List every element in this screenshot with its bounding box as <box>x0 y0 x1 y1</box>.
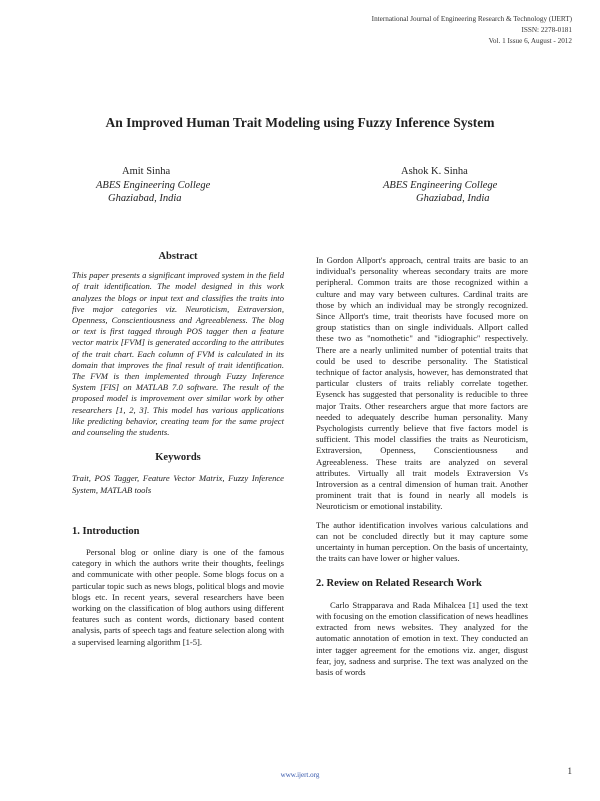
author-affiliation: ABES Engineering College <box>383 179 498 191</box>
uncertainty-paragraph: The author identification involves various calculations and can not be concluded directly but it may capture some uncertainty in human perception. On the basis of uncertainty, the traits can have lower or higher values. <box>316 519 528 564</box>
footer-url: www.ijert.org <box>280 771 320 779</box>
author-block-1 <box>96 165 210 206</box>
keywords-text: Trait, POS Tagger, Feature Vector Matrix, Fuzzy Inference System, MATLAB tools <box>72 473 284 495</box>
keywords-heading: Keywords <box>155 452 201 464</box>
introduction-text: Personal blog or online diary is one of the famous category in which the authors write their thoughts, feelings and communicate with other people. Some blogs focus on a particular topic such as news blogs, political blogs and movie blogs etc. In recent years, several researchers have been working on the classification of blog authors using different features such as content words, dictionary based content analysis, parts of speech tags and feature selection along with a supervised learning algorithm [1-5]. <box>72 547 284 647</box>
author-location: Ghaziabad, India <box>416 193 490 204</box>
journal-issn: ISSN: 2278-0181 <box>521 26 572 34</box>
author-affiliation: ABES Engineering College <box>96 179 211 191</box>
abstract-text: This paper presents a significant improved system in the field of trait identification. The model designed in this work analyzes the blogs or input text and classifies the traits into five major categories viz. Neuroticism, Extraversion, Openness, Conscientiousness and Agreeableness. The blog or text is first tagged through POS tagger then a feature vector matrix [FVM] is generated according to the attributes of the trait chart. Each column of FVM is calculated in its domain that improves the final result of trait identification. The FVM is then implemented through Fuzzy Inference System [FIS] on MATLAB 7.0 software. The result of the proposed model is improvement over similar work by other researchers [1, 2, 3]. This model has various applications like predicting behavior, creating team for the same project and counseling the students. <box>72 270 284 438</box>
author-block-2 <box>383 165 497 206</box>
author-name: Ashok K. Sinha <box>401 166 468 177</box>
paper-title: An Improved Human Trait Modeling using Fuzzy Inference System <box>105 115 495 130</box>
author-location: Ghaziabad, India <box>108 193 182 204</box>
abstract-heading: Abstract <box>158 251 198 262</box>
journal-volume: Vol. 1 Issue 6, August - 2012 <box>488 37 572 45</box>
journal-name: International Journal of Engineering Research & Technology (IJERT) <box>371 15 572 23</box>
related-work-text: Carlo Strapparava and Rada Mihalcea [1] used the text with focusing on the emotion classification of news headlines extracted from news websites. They analyzed for the automatic annotation of emotion in text. They conducted an inter tagger agreement for the emotions viz. anger, disgust fear, joy, sadness and surprise. The text was analyzed on the basis of words <box>316 599 528 677</box>
journal-header <box>372 14 572 47</box>
right-column <box>316 255 528 678</box>
page-number: 1 <box>567 766 572 776</box>
related-work-heading: 2. Review on Related Research Work <box>316 578 482 590</box>
allport-paragraph: In Gordon Allport's approach, central traits are basic to an individual's personality whereas secondary traits are more peripheral. Common traits are those recognized within a culture and may vary between cultures. Cardinal traits are those by which an individual may be strongly recognized. Since Allport's time, trait theorists have focused more on group statistics than on single individuals. Allport called these two as "nomothetic" and "idiographic" respectively. There are a nearly unlimited number of potential traits that could be used to describe personality. The Statistical technique of factor analysis, however, has demonstrated that particular clusters of traits reliably correlate together. Eysenck has suggested that personality is reducible to three major Traits. Other researchers argue that more factors are needed to adequately describe human personality. Many Psychologists currently believe that five factors model is sufficient. This model classifies the traits as Neuroticism, Extraversion, Openness, Conscientiousness and Agreeableness. These traits are analyzed on several attributes. Virtually all trait models Extraversion Vs Introversion as a central dimension of human trait. Another prominent trait that is found in nearly all models is Neuroticism or emotional instability. <box>316 255 528 512</box>
author-name: Amit Sinha <box>122 166 171 177</box>
left-column <box>72 251 284 648</box>
introduction-heading: 1. Introduction <box>72 525 140 537</box>
